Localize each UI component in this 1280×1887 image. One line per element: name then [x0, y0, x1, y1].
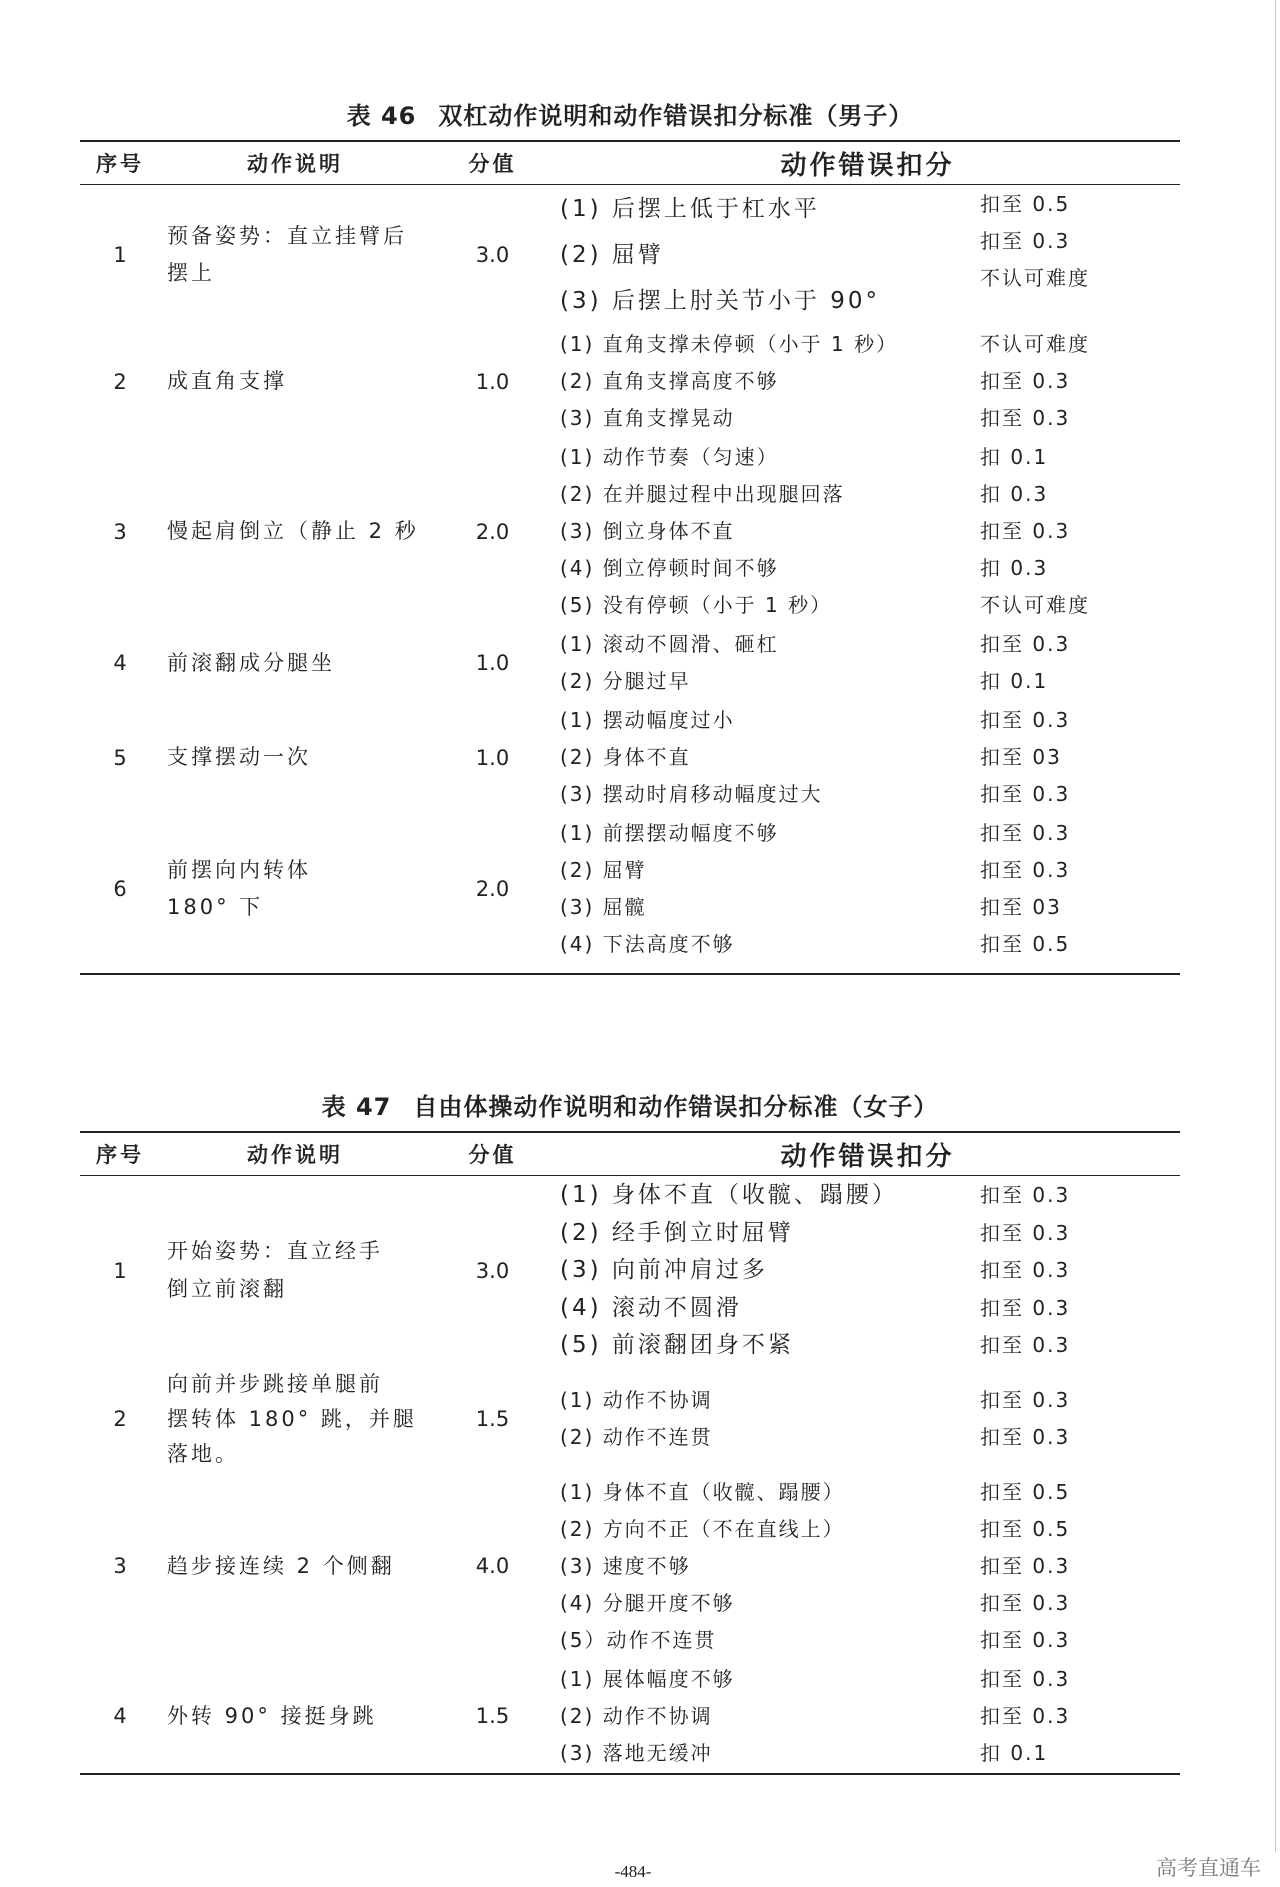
- header-description: 动作说明: [247, 152, 343, 176]
- deduction-list: [975, 1474, 1180, 1659]
- deduction-item: 扣至 0.3: [980, 519, 1071, 543]
- row-number: 3: [113, 519, 127, 544]
- row-number: 4: [113, 651, 127, 675]
- deduction-item: 扣至 0.3: [980, 229, 1071, 253]
- action-description: [160, 626, 430, 700]
- score-value: 2.0: [475, 877, 510, 901]
- error-item: (3) 后摆上肘关节小于 90°: [560, 288, 880, 314]
- description-line: 趋步接连续 2 个侧翻: [167, 1553, 395, 1578]
- deduction-item: 扣至 0.3: [980, 1553, 1071, 1578]
- deduction-item: 扣至 0.3: [980, 1425, 1071, 1449]
- deduction-item: 扣至 0.3: [980, 708, 1071, 732]
- action-description: [160, 1474, 430, 1659]
- error-list: [555, 1177, 975, 1365]
- header-score: 分值: [468, 152, 517, 176]
- page-number: -484-: [614, 1862, 652, 1881]
- score-value: 3.0: [475, 243, 510, 267]
- deduction-item: 扣 0.1: [980, 1740, 1049, 1765]
- description-line: 外转 90° 接挺身跳: [167, 1703, 377, 1728]
- score-value: 1.5: [475, 1704, 510, 1728]
- table-row: [80, 1366, 1180, 1473]
- deduction-item: 扣 0.1: [980, 445, 1049, 469]
- deduction-item: 扣 0.1: [980, 669, 1049, 693]
- error-item: (3) 摆动时肩移动幅度过大: [560, 782, 823, 806]
- description-line: 预备姿势：直立挂臂后: [167, 224, 407, 248]
- error-item: (1) 后摆上低于杠水平: [560, 196, 820, 222]
- table-row: [80, 1660, 1180, 1773]
- action-description: [160, 815, 430, 963]
- table-row: [80, 701, 1180, 814]
- description-line: 倒立前滚翻: [167, 1276, 287, 1301]
- error-item: (3) 向前冲肩过多: [560, 1257, 768, 1283]
- error-item: (1) 摆动幅度过小: [560, 708, 735, 732]
- action-description: [160, 702, 430, 813]
- score-value: 1.0: [475, 369, 510, 394]
- table-caption: [80, 1092, 1180, 1122]
- table-row: [80, 625, 1180, 701]
- error-list: [555, 815, 975, 963]
- deduction-item: 扣至 0.3: [980, 406, 1071, 430]
- error-item: (3) 屈髋: [560, 895, 647, 919]
- header-errors: 动作错误扣分: [780, 1141, 955, 1172]
- deduction-item: 扣至 0.3: [980, 1295, 1071, 1320]
- error-list: [555, 439, 975, 624]
- error-item: (4) 下法高度不够: [560, 932, 735, 956]
- row-number: 1: [113, 243, 127, 267]
- score-value: 2.0: [475, 519, 510, 544]
- deduction-item: 扣至 0.3: [980, 1627, 1071, 1652]
- description-line: 摆上: [167, 261, 215, 285]
- error-list: [555, 186, 975, 324]
- error-item: (5) 前滚翻团身不紧: [560, 1332, 794, 1358]
- error-item: (5）动作不连贯: [560, 1627, 717, 1652]
- row-number: 2: [113, 369, 127, 394]
- error-item: (2) 在并腿过程中出现腿回落: [560, 482, 845, 506]
- action-description: [160, 326, 430, 437]
- deduction-item: 扣至 0.3: [980, 632, 1071, 656]
- deduction-item: 扣至 0.3: [980, 369, 1071, 393]
- table-row: [80, 1473, 1180, 1660]
- error-item: (1) 滚动不圆滑、砸杠: [560, 632, 779, 656]
- error-item: (4) 倒立停顿时间不够: [560, 556, 779, 580]
- description-line: 前摆向内转体: [167, 858, 311, 882]
- deduction-list: [975, 626, 1180, 700]
- deduction-item: 扣至 03: [980, 895, 1062, 919]
- score-value: 3.0: [475, 1258, 510, 1283]
- table-row: [80, 1176, 1180, 1366]
- error-item: (2) 经手倒立时屈臂: [560, 1219, 794, 1246]
- deduction-item: 扣至 0.3: [980, 821, 1071, 845]
- deduction-list: [975, 815, 1180, 963]
- deduction-item: 扣至 0.3: [980, 782, 1071, 806]
- error-item: (3) 速度不够: [560, 1553, 691, 1578]
- deduction-item: 扣至 0.3: [980, 1666, 1071, 1691]
- score-value: 4.0: [475, 1554, 510, 1578]
- error-item: (1) 身体不直（收髋、蹋腰）: [560, 1479, 845, 1504]
- error-item: (2) 动作不连贯: [560, 1425, 713, 1449]
- description-line: 慢起肩倒立（静止 2 秒: [167, 519, 419, 543]
- action-description: [160, 186, 430, 324]
- error-list: [555, 1474, 975, 1659]
- deduction-item: 扣至 0.5: [980, 192, 1071, 216]
- error-list: [555, 702, 975, 813]
- error-item: (2) 身体不直: [560, 745, 691, 769]
- table-row: [80, 814, 1180, 973]
- deduction-item: 扣 0.3: [980, 556, 1049, 580]
- deduction-item: 不认可难度: [980, 266, 1090, 290]
- header-number: 序号: [96, 1143, 144, 1167]
- description-line: 支撑摆动一次: [167, 745, 311, 769]
- deduction-item: 扣至 0.5: [980, 1479, 1071, 1504]
- error-item: (1) 前摆摆动幅度不够: [560, 821, 779, 845]
- table-number: 表 47: [321, 1093, 392, 1121]
- row-number: 6: [113, 877, 127, 901]
- deduction-item: 扣至 0.3: [980, 1590, 1071, 1615]
- table-caption: [80, 101, 1180, 131]
- deduction-item: 不认可难度: [980, 332, 1090, 356]
- page-edge-line: [1275, 0, 1276, 1852]
- table-row: [80, 325, 1180, 438]
- table-body: [80, 185, 1180, 975]
- table-row: [80, 438, 1180, 625]
- table-header-row: [80, 1131, 1180, 1176]
- table-parallel-bars: [80, 140, 1180, 975]
- description-line: 成直角支撑: [167, 369, 287, 393]
- error-item: (1) 身体不直（收髋、蹋腰）: [560, 1182, 898, 1208]
- description-line: 落地。: [167, 1441, 239, 1466]
- error-item: (3) 落地无缓冲: [560, 1740, 713, 1765]
- error-list: [555, 626, 975, 700]
- deduction-list: [975, 702, 1180, 813]
- deduction-list: [975, 326, 1180, 437]
- error-item: (3) 倒立身体不直: [560, 519, 735, 543]
- error-item: (2) 屈臂: [560, 242, 664, 268]
- action-description: [160, 1177, 430, 1365]
- error-list: [555, 1661, 975, 1772]
- deduction-item: 扣至 0.3: [980, 1333, 1071, 1357]
- error-list: [555, 326, 975, 437]
- score-value: 1.5: [475, 1407, 510, 1431]
- action-description: [160, 1661, 430, 1772]
- header-score: 分值: [468, 1143, 517, 1167]
- score-value: 1.0: [475, 651, 510, 675]
- deduction-list: [975, 439, 1180, 624]
- description-line: 摆转体 180° 跳，并腿: [167, 1406, 417, 1431]
- error-item: (3) 直角支撑晃动: [560, 406, 735, 430]
- error-item: (1) 动作节奏（匀速）: [560, 445, 779, 469]
- deduction-list: [975, 1177, 1180, 1365]
- row-number: 4: [113, 1704, 127, 1728]
- description-line: 180° 下: [167, 895, 264, 919]
- table-number: 表 46: [346, 102, 417, 130]
- deduction-list: [975, 186, 1180, 324]
- error-item: (1) 动作不协调: [560, 1388, 713, 1412]
- error-item: (2) 分腿过早: [560, 669, 691, 693]
- description-line: 向前并步跳接单腿前: [167, 1371, 383, 1396]
- deduction-list: [975, 1661, 1180, 1772]
- deduction-item: 扣 0.3: [980, 482, 1049, 506]
- watermark: 高考直通车: [1156, 1856, 1261, 1880]
- score-value: 1.0: [475, 745, 510, 770]
- table-row: [80, 185, 1180, 325]
- action-description: [160, 439, 430, 624]
- error-item: (2) 方向不正（不在直线上）: [560, 1516, 845, 1541]
- description-line: 开始姿势：直立经手: [167, 1239, 383, 1264]
- row-number: 5: [113, 745, 127, 770]
- deduction-item: 扣至 03: [980, 745, 1062, 769]
- error-item: (1) 展体幅度不够: [560, 1666, 735, 1691]
- error-item: (1) 直角支撑未停顿（小于 1 秒）: [560, 332, 899, 356]
- table-floor-exercise: [80, 1131, 1180, 1775]
- error-item: (4) 滚动不圆滑: [560, 1294, 742, 1321]
- deduction-item: 扣至 0.3: [980, 858, 1071, 882]
- row-number: 3: [113, 1554, 127, 1578]
- deduction-item: 扣至 0.5: [980, 932, 1071, 956]
- deduction-item: 不认可难度: [980, 593, 1090, 617]
- deduction-item: 扣至 0.5: [980, 1516, 1071, 1541]
- header-number: 序号: [96, 152, 144, 176]
- deduction-item: 扣至 0.3: [980, 1183, 1071, 1207]
- table-title: 双杠动作说明和动作错误扣分标准（男子）: [438, 102, 914, 130]
- error-item: (2) 屈臂: [560, 858, 647, 882]
- table-body: [80, 1176, 1180, 1775]
- row-number: 1: [113, 1258, 127, 1283]
- deduction-item: 扣至 0.3: [980, 1388, 1071, 1412]
- error-item: (5) 没有停顿（小于 1 秒）: [560, 593, 833, 617]
- deduction-item: 扣至 0.3: [980, 1220, 1071, 1245]
- row-number: 2: [113, 1407, 127, 1431]
- table-header-row: [80, 140, 1180, 185]
- deduction-item: 扣至 0.3: [980, 1703, 1071, 1728]
- header-errors: 动作错误扣分: [780, 150, 955, 181]
- table-title: 自由体操动作说明和动作错误扣分标准（女子）: [413, 1093, 939, 1121]
- deduction-item: 扣至 0.3: [980, 1258, 1071, 1282]
- action-description: [160, 1367, 430, 1472]
- error-item: (4) 分腿开度不够: [560, 1590, 735, 1615]
- deduction-list: [975, 1367, 1180, 1472]
- error-item: (2) 动作不协调: [560, 1703, 713, 1728]
- header-description: 动作说明: [247, 1143, 343, 1167]
- error-item: (2) 直角支撑高度不够: [560, 369, 779, 393]
- description-line: 前滚翻成分腿坐: [167, 650, 335, 675]
- error-list: [555, 1367, 975, 1472]
